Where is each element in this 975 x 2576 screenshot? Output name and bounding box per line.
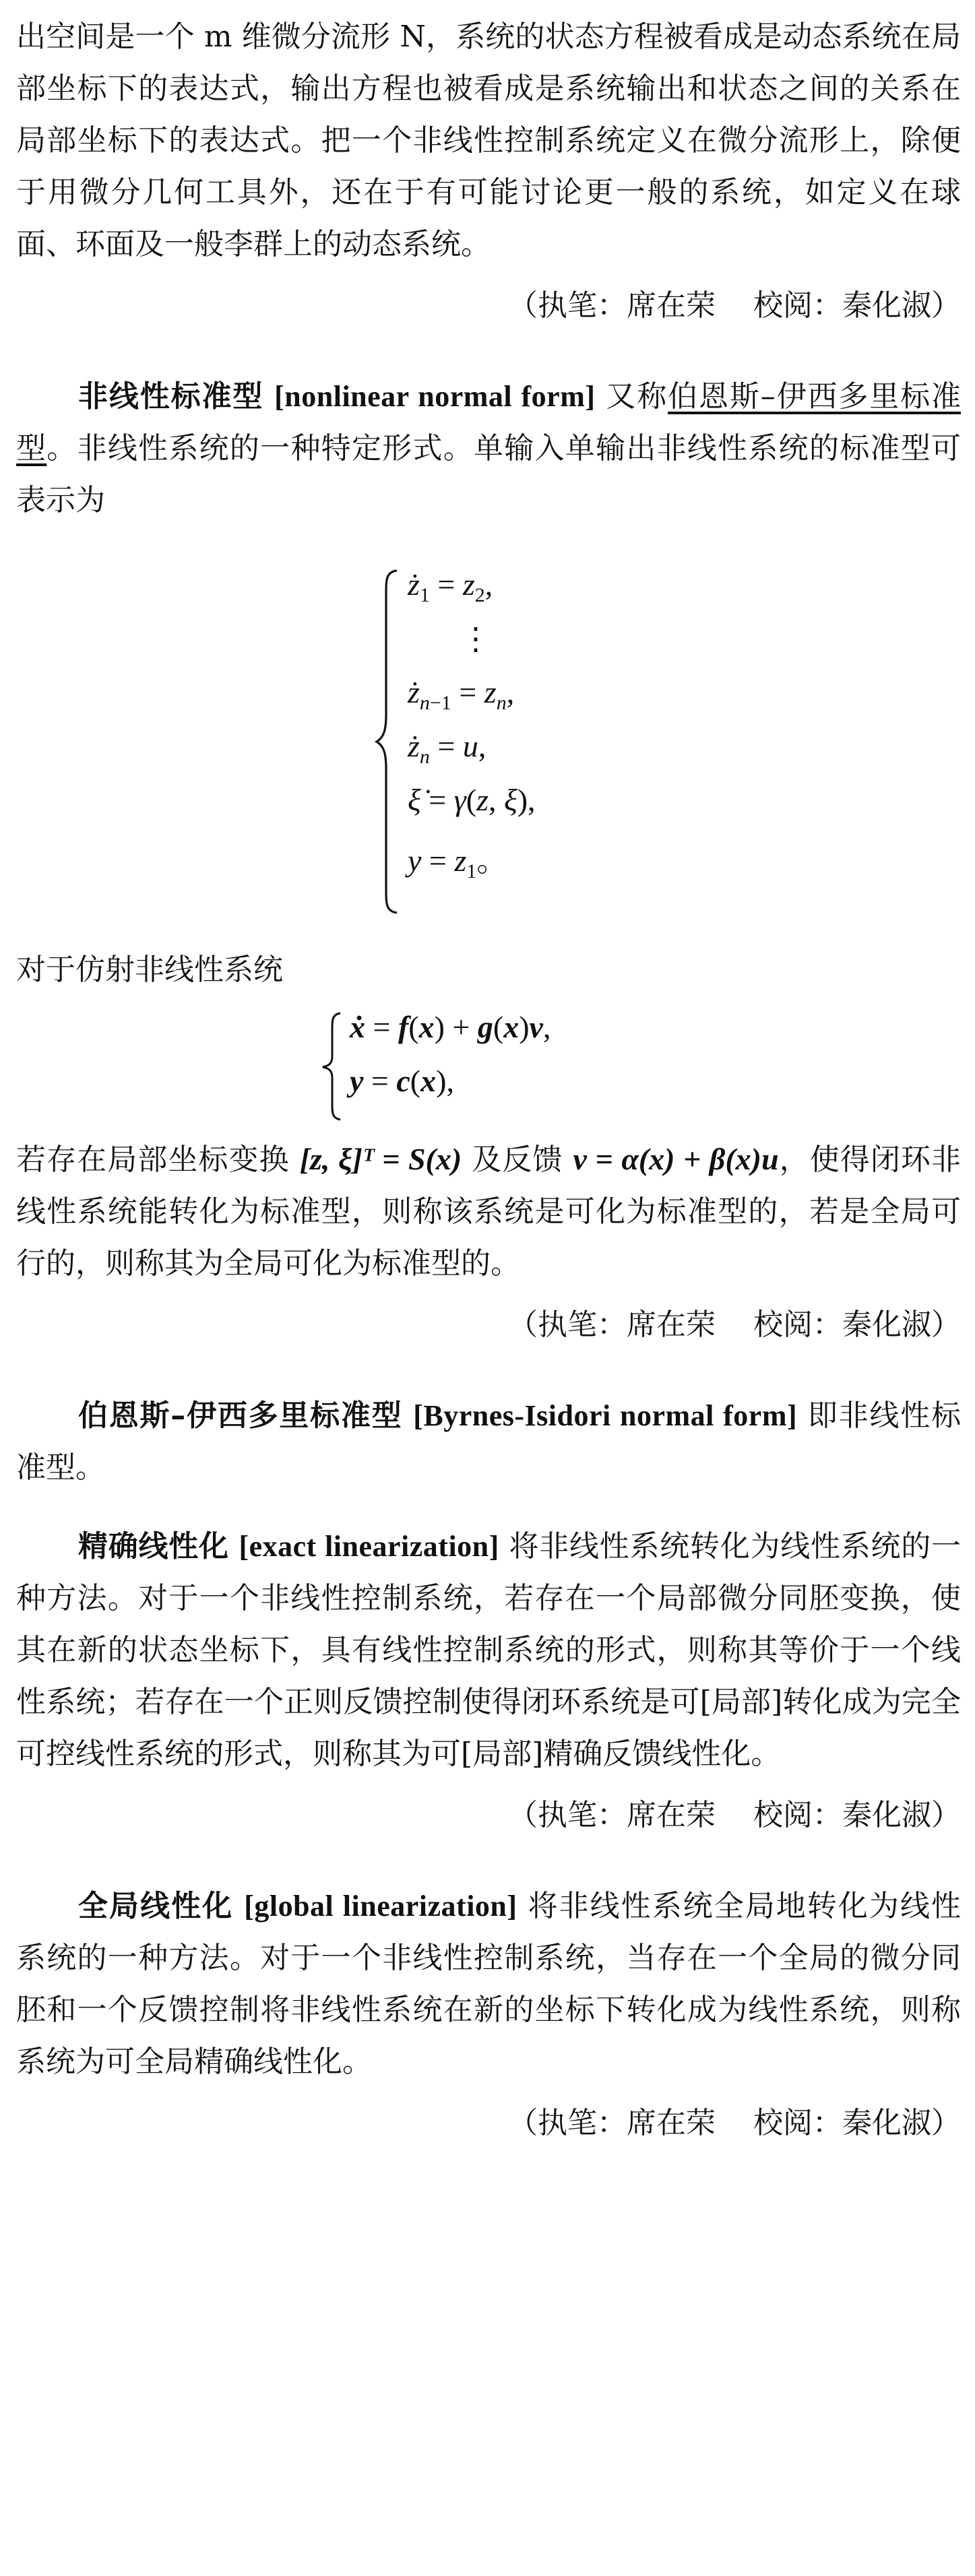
eq-row-y: $y = z_1$。	[408, 842, 508, 883]
global-description: 将非线性系统全局地转化为线性系统的一种方法。对于一个非线性控制系统，当存在一个全局的微分同胚和一个反馈控制将非线性系统在新的坐标下转化成为线性系统，则称系统为可全局精确线性化。	[16, 1889, 962, 2079]
bi-description: 即非线性标准型。	[16, 1398, 961, 1485]
exact-description: 将非线性系统转化为线性系统的一种方法。对于一个非线性控制系统，若存在一个局部微分同胚变换，使其在新的状态坐标下，具有线性控制系统的形式，则称其等价于一个线性系统；若存在一个正则反馈控制使得闭环系统是可[局部]转化成为完全可控线性系统的形式，则称其为可[局部]精确反馈线性化。	[16, 1529, 961, 1771]
bi-entry	[16, 1390, 961, 1493]
left-brace-affine	[320, 1009, 344, 1124]
exact-credit: （执笔：席在荣 校阅：秦化淑）	[508, 1798, 961, 1832]
eq-row-xi: ξ̇ = γ(z, ξ),	[408, 783, 536, 817]
global-entry	[16, 1880, 961, 2088]
eq-row-n: $ż_n = u$,	[408, 729, 486, 769]
nnf-term: 非线性标准型	[78, 379, 264, 414]
left-brace	[374, 567, 401, 917]
transform-math-1: [z, ξ]ᵀ = S(x)	[299, 1142, 462, 1176]
nnf-entry	[16, 371, 961, 526]
affine-row-output: y = c(x),	[350, 1064, 454, 1098]
global-term: 全局线性化	[78, 1889, 234, 1923]
bi-english-term: [Byrnes-Isidori normal form]	[413, 1399, 798, 1432]
nnf-credit: （执笔：席在荣 校阅：秦化淑）	[508, 1308, 961, 1342]
bi-term: 伯恩斯–伊西多里标准型	[78, 1398, 403, 1433]
intro-credit: （执笔：席在荣 校阅：秦化淑）	[508, 288, 961, 323]
affine-system-equations	[320, 1009, 657, 1124]
eq-row-n-minus-1: $ż_{n-1} = z_n$,	[408, 675, 515, 715]
transform-text-2: 及反馈	[462, 1142, 573, 1177]
affine-intro: 对于仿射非线性系统	[16, 953, 283, 987]
intro-paragraph: 出空间是一个 m 维微分流形 N，系统的状态方程被看成是动态系统在局部坐标下的表达式，输出方程也被看成是系统输出和状态之间的关系在局部坐标下的表达式。把一个非线性控制系统定义在微分流形上，除便于用微分几何工具外，还在于有可能讨论更一般的系统，如定义在球面、环面及一般李群上的动态系统。	[16, 20, 961, 261]
eq-row-vdots: ⋮	[460, 622, 491, 656]
transform-text-3: ，使得闭环非线性系统能转化为标准型，则称该系统是可化为标准型的，若是全局可行的，则称其为全局可化为标准型的。	[16, 1142, 961, 1281]
normal-form-equations	[374, 567, 603, 917]
exact-term: 精确线性化	[78, 1529, 229, 1564]
exact-english-term: [exact linearization]	[239, 1530, 499, 1563]
nnf-alias-prefix: 又称	[606, 379, 668, 414]
transform-text-1: 若存在局部坐标变换	[16, 1142, 300, 1177]
eq-row-1: $ż_1 = z_2$,	[408, 567, 493, 607]
document-page	[16, 0, 961, 2149]
nnf-alias-link[interactable]: 伯恩斯–伊西多里标准型	[16, 379, 962, 465]
nnf-description: 。非线性系统的一种特定形式。单输入单输出非线性系统的标准型可表示为	[16, 431, 962, 517]
transform-math-2: v = α(x) + β(x)u	[573, 1142, 779, 1176]
global-credit: （执笔：席在荣 校阅：秦化淑）	[508, 2106, 961, 2140]
affine-row-state: ẋ = f(x) + g(x)v,	[350, 1010, 551, 1044]
nnf-english-term: [nonlinear normal form]	[274, 380, 596, 413]
exact-entry	[16, 1520, 961, 1780]
transform-paragraph	[16, 1133, 961, 1289]
global-english-term: [global linearization]	[244, 1890, 517, 1923]
